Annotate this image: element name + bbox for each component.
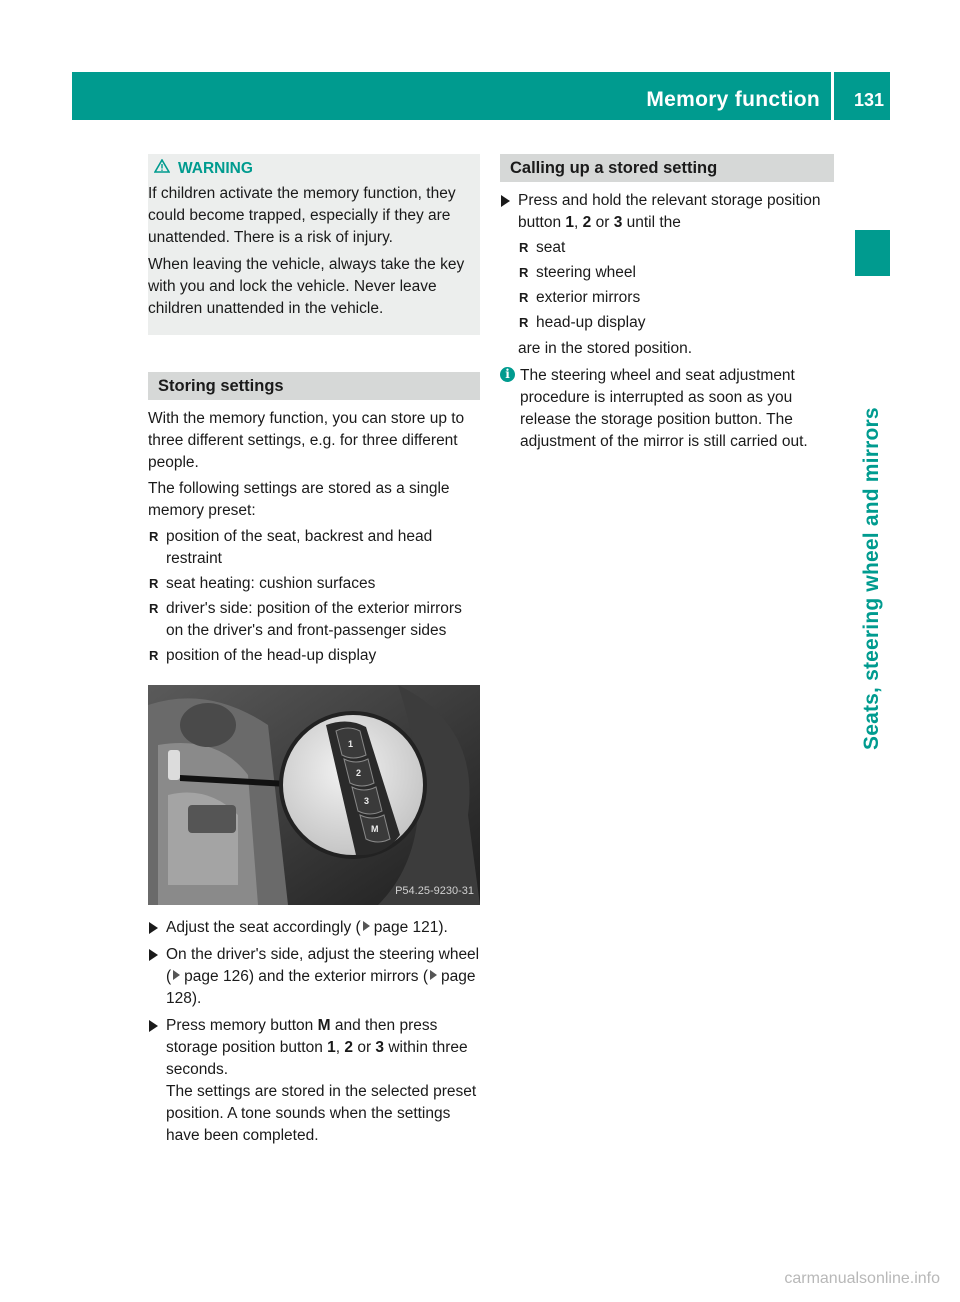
warning-paragraph: When leaving the vehicle, always take the key with you and lock the vehicle. Never leave children unattended in the vehicle. bbox=[148, 256, 465, 317]
warning-paragraph: If children activate the memory function, they could become trapped, especially if they are unattended. There is a risk of injury. bbox=[148, 185, 456, 246]
storing-intro: With the memory function, you can store up to three different settings, e.g. for three different people. bbox=[148, 410, 465, 471]
info-icon: i bbox=[500, 367, 515, 382]
page-ref-arrow-icon bbox=[363, 921, 370, 931]
right-column bbox=[500, 154, 834, 453]
key-m: M bbox=[317, 1017, 331, 1034]
bullet-icon: R bbox=[149, 601, 159, 616]
door-panel-illustration bbox=[148, 685, 480, 905]
warning-title: WARNING bbox=[178, 160, 253, 177]
button-label-m: M bbox=[371, 824, 379, 834]
key-2: 2 bbox=[582, 214, 592, 231]
warning-heading bbox=[148, 158, 470, 180]
bullet-icon: R bbox=[149, 529, 159, 544]
watermark: carmanualsonline.info bbox=[784, 1270, 940, 1287]
step-result: The settings are stored in the selected preset position. A tone sounds when the settings have been completed. bbox=[166, 1083, 477, 1144]
warning-triangle-icon bbox=[154, 158, 178, 180]
bullet-icon: R bbox=[519, 290, 529, 305]
list-item: R driver's side: position of the exterior mirrors on the driver's and front-passenger sides bbox=[149, 600, 462, 639]
list-item: R exterior mirrors bbox=[518, 287, 834, 309]
step-arrow-icon bbox=[501, 195, 510, 207]
chapter-tab-marker bbox=[855, 230, 890, 276]
stored-settings-list bbox=[148, 526, 480, 667]
page-number: 131 bbox=[853, 90, 884, 110]
header-bar bbox=[72, 72, 890, 120]
step-arrow-icon bbox=[149, 1020, 158, 1032]
list-item: R position of the seat, backrest and head restraint bbox=[149, 528, 433, 567]
list-item: R position of the head-up display bbox=[148, 645, 480, 667]
key-3: 3 bbox=[613, 214, 623, 231]
page-reference-link[interactable]: page 126 bbox=[184, 968, 249, 985]
header-divider bbox=[831, 72, 834, 120]
section-heading-storing: Storing settings bbox=[148, 372, 480, 400]
key-3: 3 bbox=[375, 1039, 385, 1056]
bullet-icon: R bbox=[149, 576, 159, 591]
button-label-2: 2 bbox=[356, 768, 362, 778]
button-label-1: 1 bbox=[348, 739, 354, 749]
page-ref-arrow-icon bbox=[430, 970, 437, 980]
header-title: Memory function bbox=[646, 88, 820, 111]
recalled-settings-list bbox=[518, 237, 834, 334]
chapter-label-text: Seats, steering wheel and mirrors bbox=[860, 407, 883, 750]
instruction-step: Adjust the seat accordingly ( page 121). bbox=[148, 917, 480, 939]
instruction-step: Press and hold the relevant storage position button 1, 2 or 3 until the R seat R steering wheel R exterior mirrors R head-up display are in the stored position. bbox=[500, 190, 834, 360]
warning-box bbox=[148, 154, 480, 335]
memory-buttons-figure bbox=[148, 685, 480, 905]
list-item: R steering wheel bbox=[518, 262, 834, 284]
list-item: R head-up display bbox=[518, 312, 834, 334]
bullet-icon: R bbox=[519, 240, 529, 255]
info-note-text: The steering wheel and seat adjustment procedure is interrupted as soon as you release the storage position button. The adjustment of the mirror is still carried out. bbox=[520, 367, 808, 450]
bullet-icon: R bbox=[519, 315, 529, 330]
figure-code: P54.25-9230-31 bbox=[395, 885, 474, 897]
info-note bbox=[500, 365, 834, 453]
left-column bbox=[148, 154, 480, 1152]
bullet-icon: R bbox=[149, 648, 159, 663]
list-item: R seat bbox=[518, 237, 834, 259]
storing-intro: The following settings are stored as a single memory preset: bbox=[148, 480, 450, 519]
section-heading-calling: Calling up a stored setting bbox=[500, 154, 834, 182]
step-arrow-icon bbox=[149, 949, 158, 961]
key-2: 2 bbox=[344, 1039, 354, 1056]
key-1: 1 bbox=[327, 1039, 336, 1056]
key-1: 1 bbox=[565, 214, 575, 231]
page-ref-arrow-icon bbox=[173, 970, 180, 980]
bullet-icon: R bbox=[519, 265, 529, 280]
step-arrow-icon bbox=[149, 922, 158, 934]
step-result: are in the stored position. bbox=[518, 340, 693, 357]
instruction-step: On the driver's side, adjust the steering wheel ( page 126) and the exterior mirrors ( page 128). bbox=[148, 944, 480, 1010]
list-item: R seat heating: cushion surfaces bbox=[148, 573, 480, 595]
button-label-3: 3 bbox=[364, 796, 370, 806]
page-reference-link[interactable]: page 121 bbox=[373, 919, 439, 936]
instruction-step: Press memory button M and then press storage position button 1, 2 or 3 within three seconds. The settings are stored in the selected preset position. A tone sounds when the settings have been completed. bbox=[148, 1015, 480, 1147]
page-reference-link[interactable]: page 128 bbox=[166, 968, 476, 1007]
